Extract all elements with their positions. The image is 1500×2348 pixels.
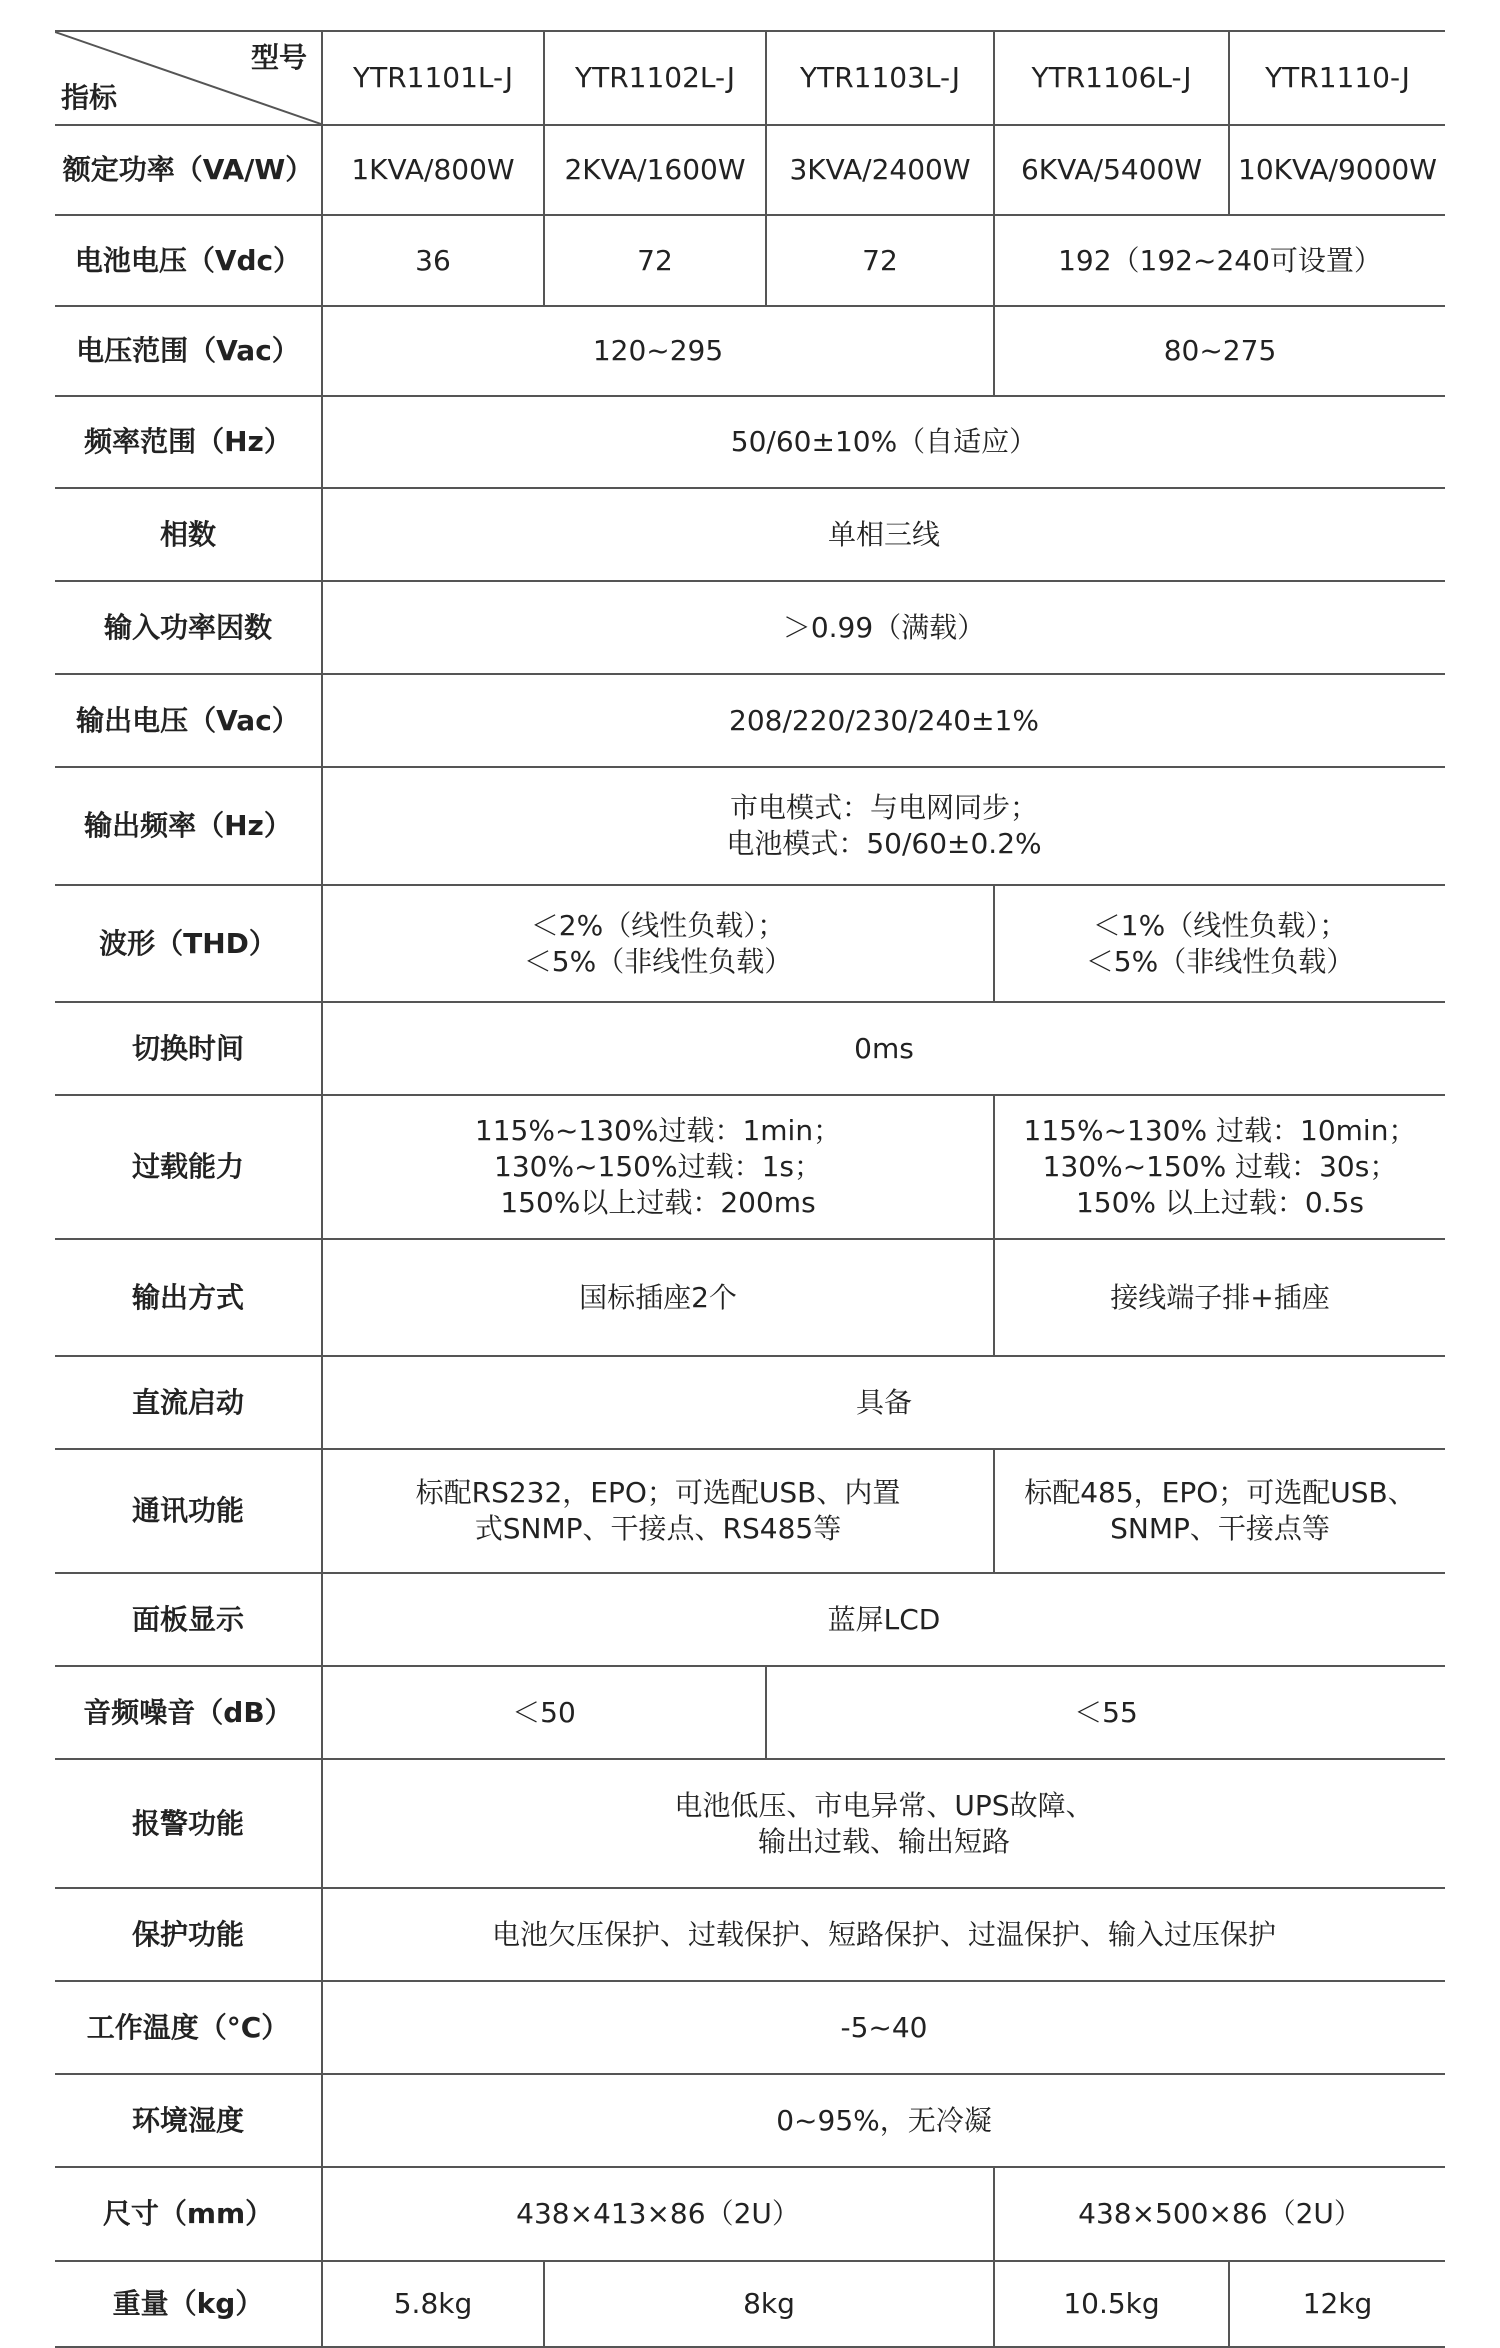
cell-value: 国标插座2个 (322, 1239, 994, 1356)
cell-value (322, 1095, 994, 1239)
row-label: 过载能力 (55, 1095, 322, 1239)
text-line: 标配RS232，EPO；可选配USB、内置 (415, 1476, 901, 1509)
row-label: 额定功率（VA/W） (55, 125, 322, 215)
cell-value (322, 767, 1445, 885)
row-label: 输出频率（Hz） (55, 767, 322, 885)
text-line: SNMP、干接点等 (1110, 1512, 1330, 1545)
row-humidity (55, 2074, 1445, 2167)
cell-value: 80~275 (994, 306, 1445, 396)
cell-value (994, 1449, 1445, 1573)
cell-value: 0~95%，无冷凝 (322, 2074, 1445, 2167)
row-noise (55, 1666, 1445, 1759)
row-label: 电压范围（Vac） (55, 306, 322, 396)
row-label: 环境湿度 (55, 2074, 322, 2167)
cell-value: 12kg (1229, 2261, 1445, 2347)
row-label: 保护功能 (55, 1888, 322, 1981)
row-label: 面板显示 (55, 1573, 322, 1666)
row-label: 输入功率因数 (55, 581, 322, 674)
row-dimensions (55, 2167, 1445, 2261)
cell-value: -5~40 (322, 1981, 1445, 2074)
cell-value (994, 885, 1445, 1002)
spec-sheet (55, 30, 1445, 2348)
text-line: 市电模式：与电网同步； (729, 791, 1038, 824)
text-line: 115%~130%过载：1min； (474, 1114, 842, 1147)
cell-value: 120~295 (322, 306, 994, 396)
model-header: YTR1106L-J (994, 31, 1229, 125)
cell-value: 接线端子排+插座 (994, 1239, 1445, 1356)
cell-value: 72 (544, 215, 766, 306)
model-header: YTR1110-J (1229, 31, 1445, 125)
model-header: YTR1101L-J (322, 31, 544, 125)
header-row (55, 31, 1445, 125)
text-line: 150%以上过载：200ms (500, 1186, 816, 1219)
text-line: ＜5%（非线性负载） (1085, 944, 1355, 978)
text-line: 130%~150% 过载：30s； (1042, 1150, 1398, 1183)
cell-value: 蓝屏LCD (322, 1573, 1445, 1666)
row-overload (55, 1095, 1445, 1239)
row-rated-power (55, 125, 1445, 215)
model-header: YTR1103L-J (766, 31, 994, 125)
row-label: 输出电压（Vac） (55, 674, 322, 767)
row-waveform (55, 885, 1445, 1002)
text-line: 标配485，EPO；可选配USB、 (1024, 1476, 1416, 1509)
row-transfer-time (55, 1002, 1445, 1095)
row-input-pf (55, 581, 1445, 674)
text-line: 式SNMP、干接点、RS485等 (474, 1512, 842, 1545)
cell-value: 3KVA/2400W (766, 125, 994, 215)
cell-value: 单相三线 (322, 488, 1445, 581)
row-frequency-range (55, 396, 1445, 488)
row-output-frequency (55, 767, 1445, 885)
cell-value: 1KVA/800W (322, 125, 544, 215)
text-line: ＜2%（线性负载）； (530, 908, 786, 942)
row-voltage-range (55, 306, 1445, 396)
cell-value: 192（192~240可设置） (994, 215, 1445, 306)
row-phases (55, 488, 1445, 581)
cell-value: 10KVA/9000W (1229, 125, 1445, 215)
cell-value (322, 1759, 1445, 1888)
row-label: 工作温度（°C） (55, 1981, 322, 2074)
corner-label-model: 型号 (250, 41, 307, 74)
cell-value: 5.8kg (322, 2261, 544, 2347)
cell-value (322, 1449, 994, 1573)
text-line: 输出过载、输出短路 (757, 1824, 1010, 1858)
row-output-mode (55, 1239, 1445, 1356)
cell-value: 0ms (322, 1002, 1445, 1095)
cell-value: 电池欠压保护、过载保护、短路保护、过温保护、输入过压保护 (322, 1888, 1445, 1981)
row-weight (55, 2261, 1445, 2347)
cell-value: 72 (766, 215, 994, 306)
cell-value: 36 (322, 215, 544, 306)
row-label: 相数 (55, 488, 322, 581)
row-label: 音频噪音（dB） (55, 1666, 322, 1759)
text-line: 130%~150%过载：1s； (494, 1150, 822, 1183)
cell-value: ＞0.99（满载） (322, 581, 1445, 674)
row-battery-voltage (55, 215, 1445, 306)
model-header: YTR1102L-J (544, 31, 766, 125)
spec-table (55, 30, 1445, 2348)
header-corner-cell (55, 31, 322, 125)
row-communication (55, 1449, 1445, 1573)
cell-value: 10.5kg (994, 2261, 1229, 2347)
cell-value: 438×413×86（2U） (322, 2167, 994, 2261)
row-operating-temp (55, 1981, 1445, 2074)
row-label: 输出方式 (55, 1239, 322, 1356)
row-label: 报警功能 (55, 1759, 322, 1888)
row-dc-start (55, 1356, 1445, 1449)
cell-value: 具备 (322, 1356, 1445, 1449)
row-label: 重量（kg） (55, 2261, 322, 2347)
cell-value: ＜50 (322, 1666, 766, 1759)
row-label: 频率范围（Hz） (55, 396, 322, 488)
row-label: 切换时间 (55, 1002, 322, 1095)
row-alarm (55, 1759, 1445, 1888)
cell-value (994, 1095, 1445, 1239)
cell-value: ＜55 (766, 1666, 1445, 1759)
text-line: 电池模式：50/60±0.2% (726, 827, 1042, 860)
text-line: ＜1%（线性负载）； (1092, 908, 1348, 942)
cell-value: 8kg (544, 2261, 994, 2347)
row-output-voltage (55, 674, 1445, 767)
cell-value: 208/220/230/240±1% (322, 674, 1445, 767)
text-line: ＜5%（非线性负载） (523, 944, 793, 978)
cell-value: 438×500×86（2U） (994, 2167, 1445, 2261)
row-label: 通讯功能 (55, 1449, 322, 1573)
corner-label-spec: 指标 (61, 81, 118, 114)
row-protection (55, 1888, 1445, 1981)
row-label: 波形（THD） (55, 885, 322, 1002)
cell-value (322, 885, 994, 1002)
row-panel-display (55, 1573, 1445, 1666)
cell-value: 50/60±10%（自适应） (322, 396, 1445, 488)
cell-value: 6KVA/5400W (994, 125, 1229, 215)
text-line: 115%~130% 过载：10min； (1023, 1114, 1417, 1147)
text-line: 电池低压、市电异常、UPS故障、 (674, 1788, 1094, 1822)
row-label: 直流启动 (55, 1356, 322, 1449)
text-line: 150% 以上过载：0.5s (1075, 1186, 1365, 1219)
cell-value: 2KVA/1600W (544, 125, 766, 215)
row-label: 尺寸（mm） (55, 2167, 322, 2261)
row-label: 电池电压（Vdc） (55, 215, 322, 306)
